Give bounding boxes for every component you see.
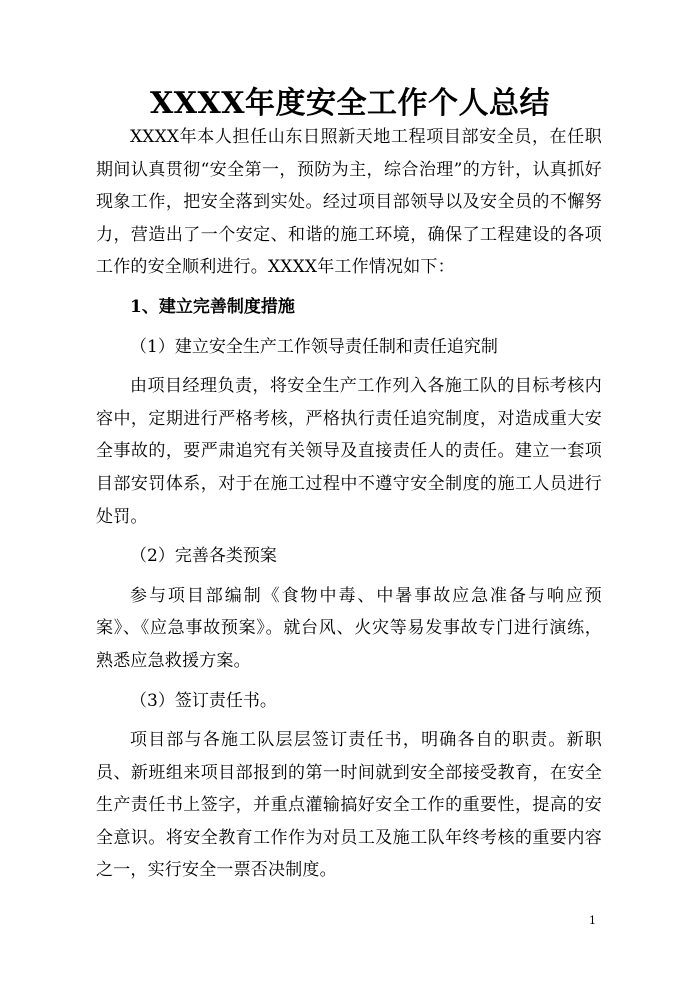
document-body xyxy=(96,121,602,887)
subheading-2: （2）完善各类预案 xyxy=(130,546,277,567)
paragraph-2: 参与项目部编制《食物中毒、中暑事故应急准备与响应预案》、《应急事故预案》。就台风、火灾等易发事故专门进行演练，熟悉应急救援方案。 xyxy=(96,585,602,671)
paragraph-3: 项目部与各施工队层层签订责任书，明确各自的职责。新职员、新班组来项目部报到的第一时间就到安全部接受教育，在安全生产责任书上签字，并重点灌输搞好安全工作的重要性，提高的安全意识。将安全教育工作作为对员工及施工队年终考核的重要内容之一，实行安全一票否决制度。 xyxy=(96,730,602,881)
page-title: XXXX年度安全工作个人总结 xyxy=(149,86,551,121)
section-heading: 1、建立完善制度措施 xyxy=(130,296,295,317)
paragraph-1: 由项目经理负责，将安全生产工作列入各施工队的目标考核内容中，定期进行严格考核，严格执行责任追究制度，对造成重大安全事故的，要严肃追究有关领导及直接责任人的责任。建立一套项目部安罚体系，对于在施工过程中不遵守安全制度的施工人员进行处罚。 xyxy=(96,376,602,527)
intro-paragraph: XXXX年本人担任山东日照新天地工程项目部安全员，在任职期间认真贯彻“安全第一，预防为主，综合治理”的方针，认真抓好现象工作，把安全落到实处。经过项目部领导以及安全员的不懈努力，营造出了一个安定、和谐的施工环境，确保了工程建设的各项工作的安全顺利进行。XXXX年工作情况如下： xyxy=(96,127,602,278)
page-number: 1 xyxy=(589,914,596,927)
subheading-1: （1）建立安全生产工作领导责任制和责任追究制 xyxy=(130,336,498,357)
subheading-3: （3）签订责任书。 xyxy=(130,690,277,711)
